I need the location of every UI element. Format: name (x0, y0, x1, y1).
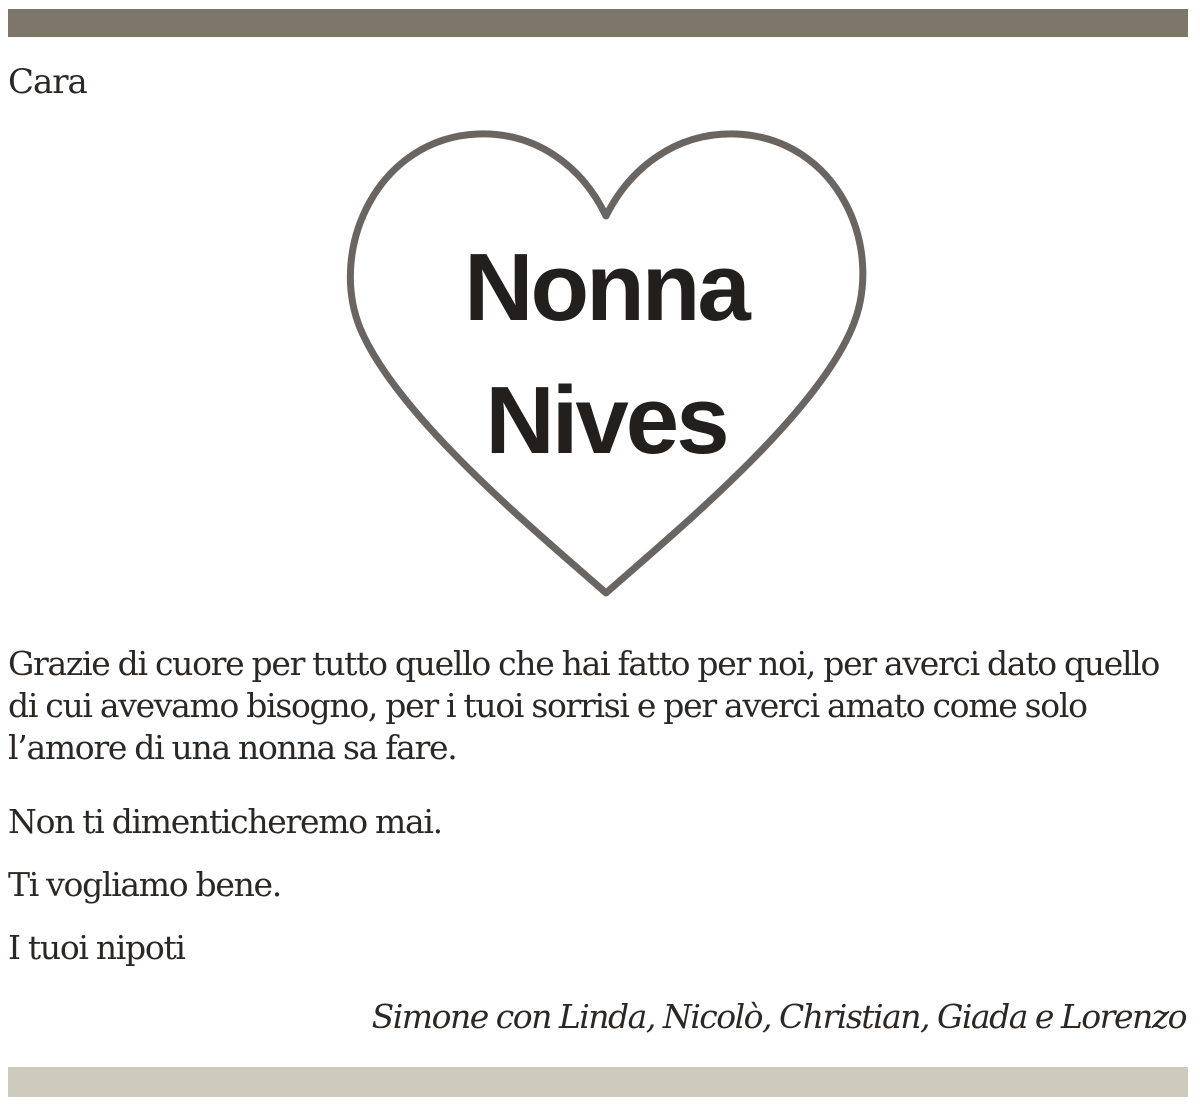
bottom-divider-bar (8, 1067, 1188, 1097)
deceased-name-line-1: Nonna (464, 234, 748, 341)
top-divider-bar (8, 9, 1188, 37)
heart-icon (338, 128, 874, 598)
deceased-name-line-2: Nives (485, 367, 727, 474)
signatures: Simone con Linda, Nicolò, Christian, Giada e Lorenzo (371, 997, 1186, 1036)
grandchildren-line: I tuoi nipoti (8, 928, 185, 967)
message-paragraph: Grazie di cuore per tutto quello che hai fatto per noi, per averci dato quello di cui avevamo bisogno, per i tuoi sorrisi e per averci amato come solo l’amore di una nonna sa fare. (8, 644, 1160, 767)
heart-frame (338, 128, 874, 598)
never-forget-line: Non ti dimenticheremo mai. (8, 802, 442, 841)
salutation: Cara (8, 62, 87, 102)
love-you-line: Ti vogliamo bene. (8, 865, 281, 904)
